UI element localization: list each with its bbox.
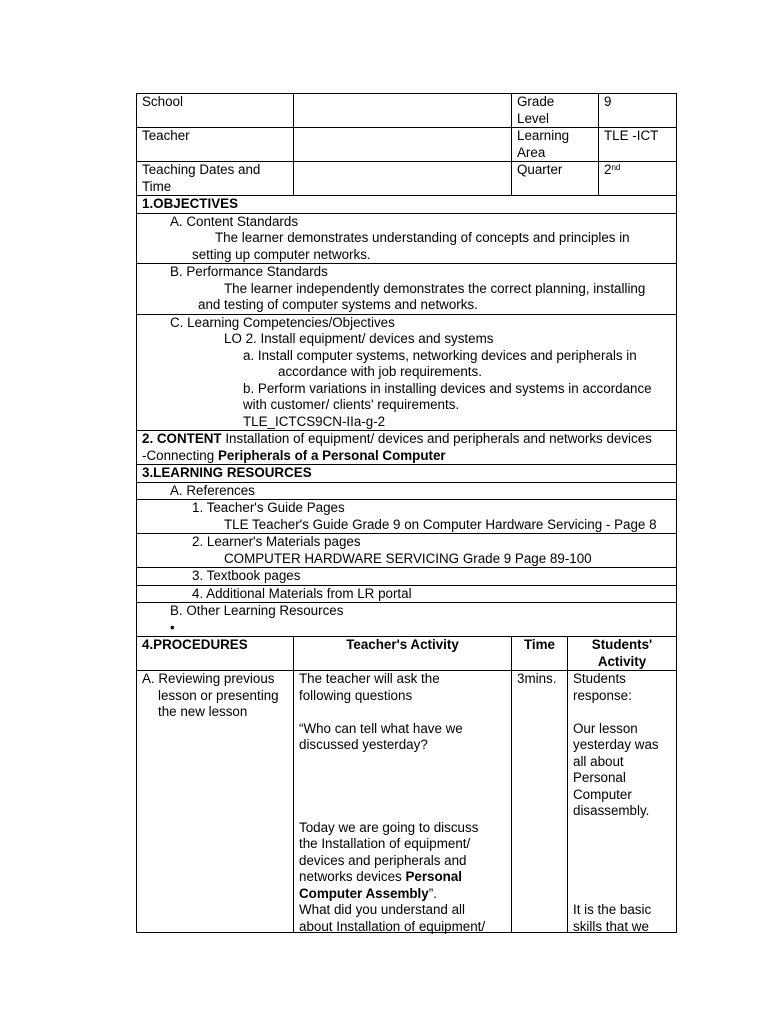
teacher-text-11: about Installation of equipment/ xyxy=(299,918,486,934)
quarter-value xyxy=(604,162,671,179)
students-activity-heading-2: Activity xyxy=(597,653,647,669)
content-line-1 xyxy=(142,431,671,448)
teacher-activity-cell xyxy=(294,671,512,932)
students-activity-cell xyxy=(568,671,676,932)
competencies-row xyxy=(136,315,677,432)
content-standards-row xyxy=(136,214,677,265)
step-a-cell xyxy=(137,671,294,932)
teacher-text-5: Today we are going to discuss xyxy=(299,819,479,835)
student-text-4: yesterday was xyxy=(573,737,659,752)
teacher-label-cell xyxy=(137,128,294,161)
school-value-cell xyxy=(294,94,512,127)
spacer xyxy=(299,787,506,804)
content-text-2: -Connecting xyxy=(142,447,218,463)
students-activity-header-cell xyxy=(568,637,676,670)
content-text-bold: Peripherals of a Personal Computer xyxy=(217,447,446,463)
performance-standards-text: The learner independently demonstrates the correct planning, installing xyxy=(224,280,646,296)
learners-materials-label: 2. Learner's Materials pages xyxy=(192,534,361,549)
teacher-text-8-bold: Personal xyxy=(405,869,463,884)
student-text-2: response: xyxy=(573,687,632,703)
teacher-text-2: following questions xyxy=(299,687,413,703)
competencies-label: C. Learning Competencies/Objectives xyxy=(170,314,395,330)
procedures-heading: 4.PROCEDURES xyxy=(142,637,248,652)
teacher-text-8 xyxy=(299,869,506,886)
textbook-label: 3. Textbook pages xyxy=(192,568,301,583)
row-teacher xyxy=(136,128,677,162)
step-a-label: A. Reviewing previous xyxy=(142,671,275,686)
row-dates xyxy=(136,162,677,196)
performance-standards-row xyxy=(136,264,677,315)
references-label: A. References xyxy=(170,482,255,498)
area-label: Learning xyxy=(517,128,570,143)
student-text-5: all about xyxy=(573,753,624,769)
teacher-text-9-bold: Computer Assembly xyxy=(299,885,429,901)
spacer xyxy=(299,704,506,721)
teachers-guide-label: 1. Teacher's Guide Pages xyxy=(192,500,345,515)
objective-a: a. Install computer systems, networking devices and peripherals in xyxy=(243,347,637,363)
time-value: 3mins. xyxy=(517,671,557,686)
teacher-question: “Who can tell what have we xyxy=(299,720,463,736)
teacher-text-10: What did you understand all xyxy=(299,902,465,917)
teachers-guide-text: TLE Teacher's Guide Grade 9 on Computer Hardware Servicing - Page 8 xyxy=(224,516,657,532)
time-heading: Time xyxy=(523,637,555,652)
teacher-label: Teacher xyxy=(142,128,190,143)
lesson-plan-table xyxy=(136,93,677,933)
content-standards-text-2: setting up computer networks. xyxy=(192,246,371,262)
teacher-text-1: The teacher will ask the xyxy=(299,671,440,686)
grade-value-cell xyxy=(599,94,676,127)
quarter-number: 2 xyxy=(604,162,612,177)
additional-materials-label: 4. Additional Materials from LR portal xyxy=(192,585,412,601)
content-line-2 xyxy=(142,448,671,465)
teacher-text-8-pre: networks devices xyxy=(299,869,406,884)
area-value-cell xyxy=(599,128,676,161)
row-school xyxy=(136,93,677,128)
performance-standards-label: B. Performance Standards xyxy=(170,264,328,279)
area-label-2: Area xyxy=(517,144,546,160)
procedures-header-row xyxy=(136,637,677,671)
student-text-7: Computer xyxy=(573,786,632,802)
additional-materials-row xyxy=(136,586,677,604)
student-text-3: Our lesson xyxy=(573,720,638,736)
time-cell xyxy=(512,671,568,932)
objectives-heading-row xyxy=(136,196,677,214)
quarter-value-cell xyxy=(599,162,676,195)
spacer xyxy=(573,853,671,870)
objective-a-2: accordance with job requirements. xyxy=(278,364,482,379)
spacer xyxy=(573,704,671,721)
area-value: TLE -ICT xyxy=(604,128,659,143)
teacher-text-7: devices and peripherals and xyxy=(299,852,467,868)
procedures-header-cell xyxy=(137,637,294,670)
time-header-cell xyxy=(512,637,568,670)
quarter-label-cell xyxy=(512,162,599,195)
references-row xyxy=(136,483,677,501)
dates-label: Teaching Dates and xyxy=(142,162,261,177)
quarter-suffix: nd xyxy=(611,163,621,172)
step-a-label-3: the new lesson xyxy=(158,704,248,719)
learners-materials-row xyxy=(136,534,677,568)
learning-outcome: LO 2. Install equipment/ devices and systems xyxy=(224,331,494,346)
dates-label-cell xyxy=(137,162,294,195)
school-label: School xyxy=(142,94,183,109)
dates-value-cell xyxy=(294,162,512,195)
competency-code: TLE_ICTCS9CN-IIa-g-2 xyxy=(243,413,386,429)
learners-materials-text: COMPUTER HARDWARE SERVICING Grade 9 Page 89-100 xyxy=(224,550,592,566)
student-text-1: Students xyxy=(573,671,626,686)
step-a-label-2: lesson or presenting xyxy=(158,687,279,703)
spacer xyxy=(573,820,671,837)
spacer xyxy=(573,869,671,886)
area-label-cell xyxy=(512,128,599,161)
spacer xyxy=(299,754,506,771)
teachers-guide-row xyxy=(136,500,677,534)
textbook-row xyxy=(136,568,677,586)
teacher-activity-heading: Teacher's Activity xyxy=(346,637,459,652)
spacer xyxy=(573,836,671,853)
students-activity-heading: Students' xyxy=(591,637,653,652)
spacer xyxy=(573,886,671,903)
performance-standards-text-2: and testing of computer systems and networks. xyxy=(198,297,478,312)
resources-heading-row xyxy=(136,465,677,483)
spacer xyxy=(299,803,506,820)
student-text-9: It is the basic xyxy=(573,902,652,917)
grade-label-cell xyxy=(512,94,599,127)
teacher-text-9-post: ”. xyxy=(428,885,437,901)
other-resources-label: B. Other Learning Resources xyxy=(170,603,344,618)
content-row xyxy=(136,431,677,465)
grade-label: Grade xyxy=(517,94,555,109)
content-text: Installation of equipment/ devices and peripherals and networks devices xyxy=(221,431,652,446)
teacher-question-2: discussed yesterday? xyxy=(299,737,428,752)
objectives-heading: 1.OBJECTIVES xyxy=(142,196,238,211)
content-standards-text: The learner demonstrates understanding of concepts and principles in xyxy=(215,230,630,245)
school-label-cell xyxy=(137,94,294,127)
resources-heading: 3.LEARNING RESOURCES xyxy=(142,465,312,480)
grade-label-2: Level xyxy=(517,110,550,126)
procedure-step-a-row xyxy=(136,671,677,933)
teacher-text-9 xyxy=(299,886,506,903)
teacher-activity-header-cell xyxy=(294,637,512,670)
quarter-label: Quarter xyxy=(517,162,563,177)
dates-label-2: Time xyxy=(142,178,172,194)
teacher-value-cell xyxy=(294,128,512,161)
bullet-icon: • xyxy=(170,619,175,635)
content-heading: 2. CONTENT xyxy=(142,431,222,446)
student-text-10: skills that we xyxy=(573,918,649,934)
student-text-6: Personal xyxy=(573,770,626,785)
teacher-text-6: the Installation of equipment/ xyxy=(299,836,471,851)
objective-b-2: with customer/ clients' requirements. xyxy=(243,397,460,412)
spacer xyxy=(299,770,506,787)
other-resources-row xyxy=(136,603,677,637)
content-standards-label: A. Content Standards xyxy=(170,213,299,229)
objective-b: b. Perform variations in installing devices and systems in accordance xyxy=(243,380,652,396)
grade-value: 9 xyxy=(604,94,612,109)
student-text-8: disassembly. xyxy=(573,803,650,818)
